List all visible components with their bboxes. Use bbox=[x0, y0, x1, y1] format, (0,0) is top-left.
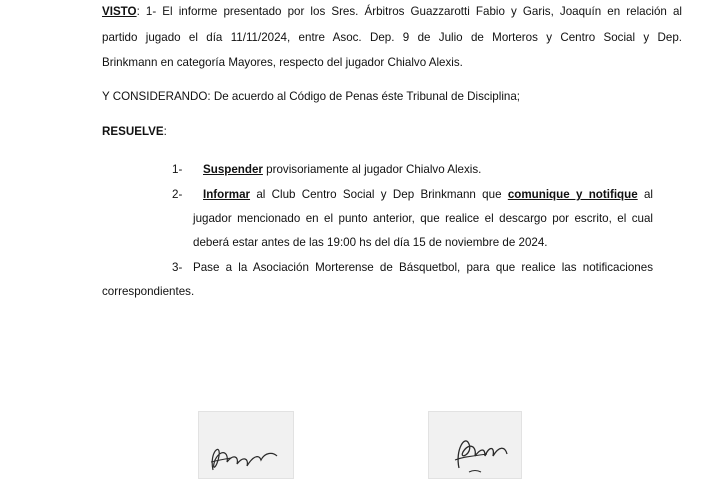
item-3-line-2 bbox=[102, 285, 194, 299]
item-1-rest: provisoriamente al jugador Chialvo Alexis. bbox=[262, 163, 482, 176]
item-3-text-2: correspondientes. bbox=[102, 285, 195, 298]
visto-line-1 bbox=[102, 5, 682, 19]
signature-left-icon bbox=[199, 412, 293, 478]
item-2-line-3 bbox=[193, 236, 548, 250]
considerando bbox=[102, 90, 520, 104]
item-3-line-1 bbox=[193, 261, 653, 275]
item-3-text-1: Pase a la Asociación Morterense de Básquetbol, para que realice las notificaciones bbox=[193, 261, 653, 274]
visto-text-3: Brinkmann en categoría Mayores, respecto del jugador Chialvo Alexis. bbox=[102, 56, 463, 69]
item-2-mid: al Club Centro Social y Dep Brinkmann que bbox=[250, 188, 508, 201]
visto-line-3 bbox=[102, 56, 463, 70]
item-2-num: 2- bbox=[172, 188, 183, 201]
visto-text-1: : 1- El informe presentado por los Sres. Árbitros Guazzarotti Fabio y Garis, Joaquín en relación al bbox=[136, 5, 682, 18]
visto-text-2: partido jugado el día 11/11/2024, entre Asoc. Dep. 9 de Julio de Morteros y Centro Social y Dep. bbox=[102, 31, 682, 44]
signature-right bbox=[428, 411, 522, 479]
item-2-text-2: jugador mencionado en el punto anterior, que realice el descargo por escrito, el cual bbox=[193, 212, 653, 225]
resuelve-heading bbox=[102, 125, 167, 139]
item-2-end: al bbox=[637, 188, 653, 201]
visto-line-2 bbox=[102, 31, 682, 45]
resuelve-label: RESUELVE bbox=[102, 125, 164, 138]
item-2-line-1 bbox=[203, 188, 653, 202]
item-2-line-2 bbox=[193, 212, 653, 226]
item-1-text bbox=[203, 163, 481, 177]
item-1-number bbox=[172, 163, 182, 177]
item-3-number bbox=[172, 261, 182, 275]
item-1-num: 1- bbox=[172, 163, 183, 176]
item-2-bold: Informar bbox=[203, 188, 251, 201]
considerando-text: Y CONSIDERANDO: De acuerdo al Código de Penas éste Tribunal de Disciplina; bbox=[102, 90, 521, 103]
signature-left bbox=[198, 411, 294, 479]
signature-right-icon bbox=[429, 412, 521, 478]
visto-label: VISTO bbox=[102, 5, 137, 18]
item-2-text-3: deberá estar antes de las 19:00 hs del día 15 de noviembre de 2024. bbox=[193, 236, 548, 249]
item-3-num: 3- bbox=[172, 261, 183, 274]
item-2-number bbox=[172, 188, 182, 202]
item-1-bold: Suspender bbox=[203, 163, 263, 176]
item-2-bold2: comunique y notifique bbox=[507, 188, 638, 201]
resuelve-colon: : bbox=[163, 125, 167, 138]
